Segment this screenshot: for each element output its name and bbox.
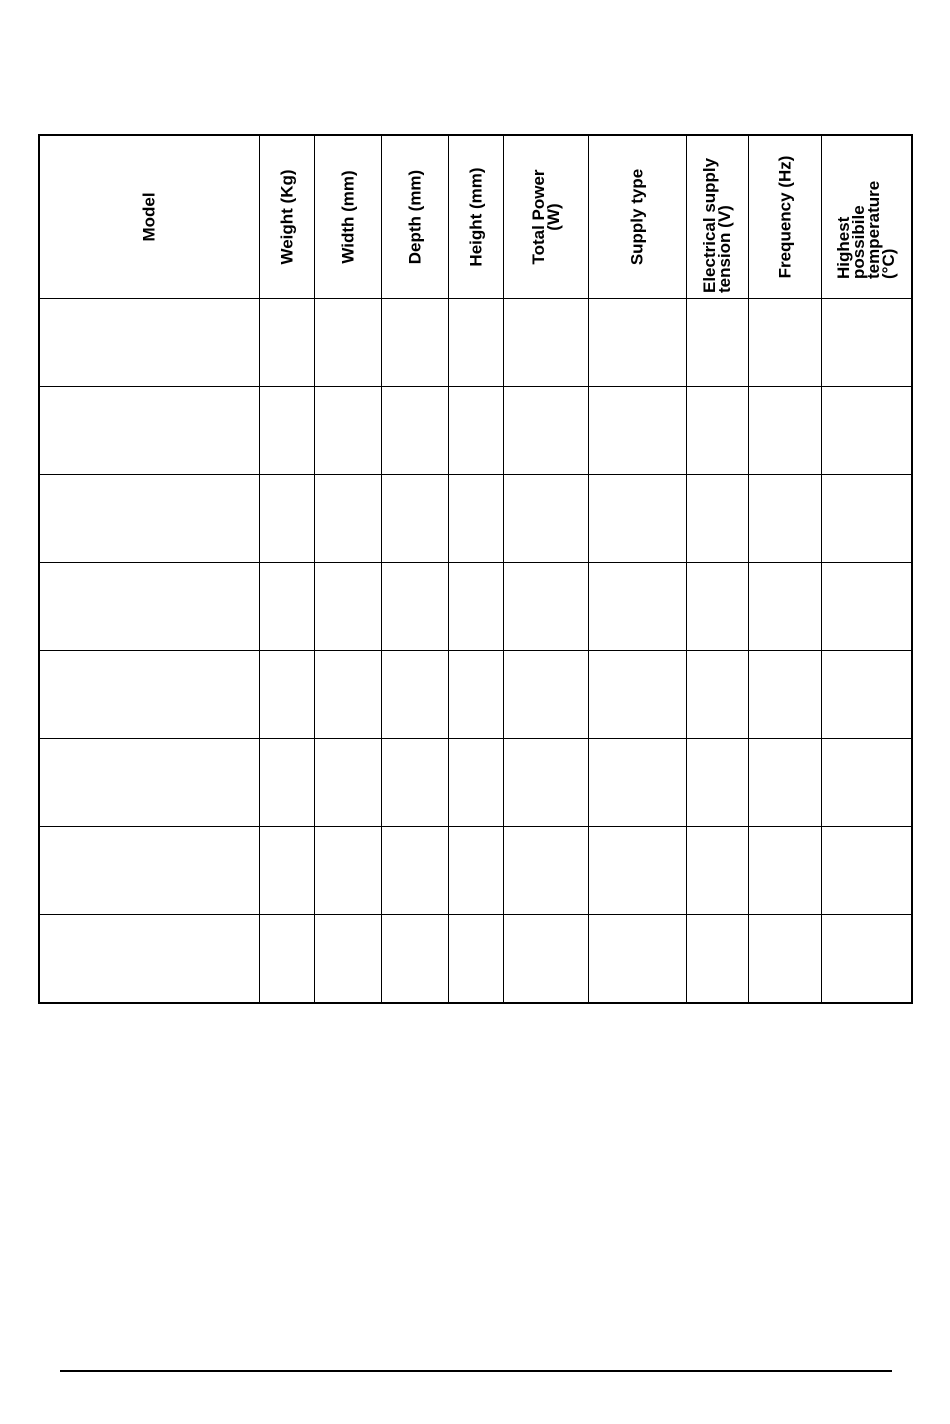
table-cell xyxy=(588,651,686,739)
table-cell xyxy=(748,651,821,739)
table-cell xyxy=(39,299,259,387)
table-cell xyxy=(314,739,381,827)
table-cell xyxy=(259,651,314,739)
header-height xyxy=(448,135,503,299)
table-cell xyxy=(821,387,912,475)
header-model xyxy=(39,135,259,299)
table-cell xyxy=(381,563,448,651)
header-clip xyxy=(687,136,748,298)
table-row xyxy=(39,915,912,1004)
table-cell xyxy=(503,299,588,387)
header-frequency-label: Frequency (Hz) xyxy=(775,155,794,279)
table-row xyxy=(39,739,912,827)
header-height-label: Height (mm) xyxy=(466,167,485,267)
table-cell xyxy=(448,299,503,387)
table-cell xyxy=(259,739,314,827)
table-cell xyxy=(314,563,381,651)
table-cell xyxy=(686,739,748,827)
header-clip xyxy=(822,136,912,298)
table-cell xyxy=(748,563,821,651)
header-total-power xyxy=(503,135,588,299)
table-cell xyxy=(448,827,503,915)
table-cell xyxy=(39,827,259,915)
table-cell xyxy=(381,739,448,827)
table-cell xyxy=(588,563,686,651)
table-cell xyxy=(39,915,259,1004)
table-cell xyxy=(821,299,912,387)
table-cell xyxy=(588,739,686,827)
table-cell xyxy=(314,299,381,387)
table-cell xyxy=(448,915,503,1004)
table-cell xyxy=(381,299,448,387)
table-cell xyxy=(821,563,912,651)
table-cell xyxy=(748,827,821,915)
header-highest-temperature-label: Highest possibile temperature (°C) xyxy=(834,180,899,279)
table-cell xyxy=(314,827,381,915)
table-cell xyxy=(314,475,381,563)
table-cell xyxy=(448,651,503,739)
table-cell xyxy=(503,915,588,1004)
table-cell xyxy=(686,387,748,475)
table-cell xyxy=(686,827,748,915)
table-cell xyxy=(748,387,821,475)
table-cell xyxy=(381,475,448,563)
table-cell xyxy=(748,915,821,1004)
table-cell xyxy=(39,387,259,475)
footer-rule xyxy=(60,1370,892,1372)
table-row xyxy=(39,563,912,651)
table-cell xyxy=(381,827,448,915)
table-cell xyxy=(686,299,748,387)
table-cell xyxy=(821,651,912,739)
header-row xyxy=(39,135,912,299)
header-total-power-label: Total Power (W) xyxy=(528,169,563,265)
table-cell xyxy=(314,915,381,1004)
table-cell xyxy=(686,915,748,1004)
table-cell xyxy=(314,387,381,475)
table-cell xyxy=(503,475,588,563)
table-cell xyxy=(381,915,448,1004)
table-cell xyxy=(503,827,588,915)
table-cell xyxy=(503,387,588,475)
table-body xyxy=(39,299,912,1004)
header-highest-temperature xyxy=(821,135,912,299)
table-cell xyxy=(588,387,686,475)
table-cell xyxy=(448,387,503,475)
table-cell xyxy=(448,739,503,827)
table-cell xyxy=(821,739,912,827)
table-cell xyxy=(39,563,259,651)
table-cell xyxy=(39,651,259,739)
table-cell xyxy=(748,299,821,387)
table-cell xyxy=(686,651,748,739)
header-depth-label: Depth (mm) xyxy=(405,169,424,265)
table-cell xyxy=(588,915,686,1004)
table-cell xyxy=(503,739,588,827)
table-row xyxy=(39,475,912,563)
header-weight-label: Weight (Kg) xyxy=(277,169,296,265)
table-cell xyxy=(381,387,448,475)
header-electrical-supply-tension-label: Electrical supply tension (V) xyxy=(700,157,734,293)
header-electrical-supply-tension xyxy=(686,135,748,299)
table-cell xyxy=(259,827,314,915)
table-cell xyxy=(314,651,381,739)
header-width xyxy=(314,135,381,299)
table-cell xyxy=(588,299,686,387)
table-cell xyxy=(259,387,314,475)
header-depth xyxy=(381,135,448,299)
table-cell xyxy=(39,739,259,827)
table-cell xyxy=(259,475,314,563)
table-cell xyxy=(821,475,912,563)
table-cell xyxy=(686,563,748,651)
header-weight xyxy=(259,135,314,299)
table-row xyxy=(39,651,912,739)
table-cell xyxy=(588,827,686,915)
table-cell xyxy=(821,915,912,1004)
table-cell xyxy=(39,475,259,563)
table-cell xyxy=(748,739,821,827)
header-frequency xyxy=(748,135,821,299)
table-row xyxy=(39,299,912,387)
header-supply-type xyxy=(588,135,686,299)
table-cell xyxy=(448,475,503,563)
table-row xyxy=(39,827,912,915)
table-cell xyxy=(381,651,448,739)
table-cell xyxy=(259,915,314,1004)
header-model-label: Model xyxy=(139,192,159,242)
table-cell xyxy=(748,475,821,563)
specification-table xyxy=(38,134,913,1004)
table-cell xyxy=(259,299,314,387)
table-cell xyxy=(588,475,686,563)
table-cell xyxy=(503,651,588,739)
table-cell xyxy=(448,563,503,651)
header-width-label: Width (mm) xyxy=(338,170,357,264)
table-cell xyxy=(686,475,748,563)
table-cell xyxy=(503,563,588,651)
table-row xyxy=(39,387,912,475)
table-cell xyxy=(821,827,912,915)
header-supply-type-label: Supply type xyxy=(627,168,647,266)
table-cell xyxy=(259,563,314,651)
